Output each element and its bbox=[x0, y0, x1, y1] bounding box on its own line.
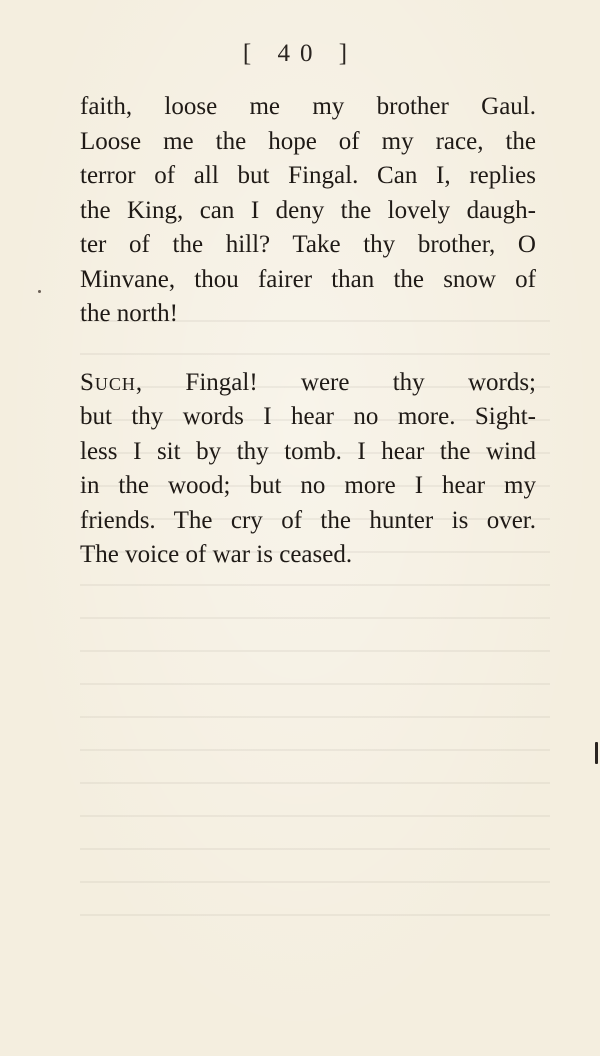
body-text bbox=[80, 90, 536, 573]
text-line: Minvane, thou fairer than the snow of bbox=[80, 265, 536, 293]
text-line: The voice of war is ceased. bbox=[80, 541, 353, 568]
text-line: Loose me the hope of my race, the bbox=[80, 127, 536, 155]
page-edge-mark bbox=[595, 742, 598, 764]
margin-speck bbox=[38, 290, 41, 293]
page-number: [ 40 ] bbox=[242, 40, 358, 67]
text-line: the King, can I deny the lovely daugh- bbox=[80, 196, 536, 224]
paragraph-1 bbox=[80, 90, 536, 332]
paragraph-gap bbox=[80, 332, 536, 366]
text-line: terror of all but Fingal. Can I, replies bbox=[80, 162, 536, 189]
text-line bbox=[80, 366, 536, 401]
text-line: the north! bbox=[80, 300, 178, 327]
text-line: in the wood; but no more I hear my bbox=[80, 472, 536, 499]
text-line: ter of the hill? Take thy brother, O bbox=[80, 231, 536, 258]
text-line: faith, loose me my brother Gaul. bbox=[80, 93, 536, 120]
text-line: friends. The cry of the hunter is over. bbox=[80, 506, 536, 534]
text-line: but thy words I hear no more. Sight- bbox=[80, 403, 536, 430]
text-line-rest: , Fingal! were thy words; bbox=[135, 368, 536, 396]
text-line: less I sit by thy tomb. I hear the wind bbox=[80, 437, 536, 465]
paragraph-opening-word: Such bbox=[80, 368, 136, 396]
paragraph-2 bbox=[80, 366, 536, 573]
